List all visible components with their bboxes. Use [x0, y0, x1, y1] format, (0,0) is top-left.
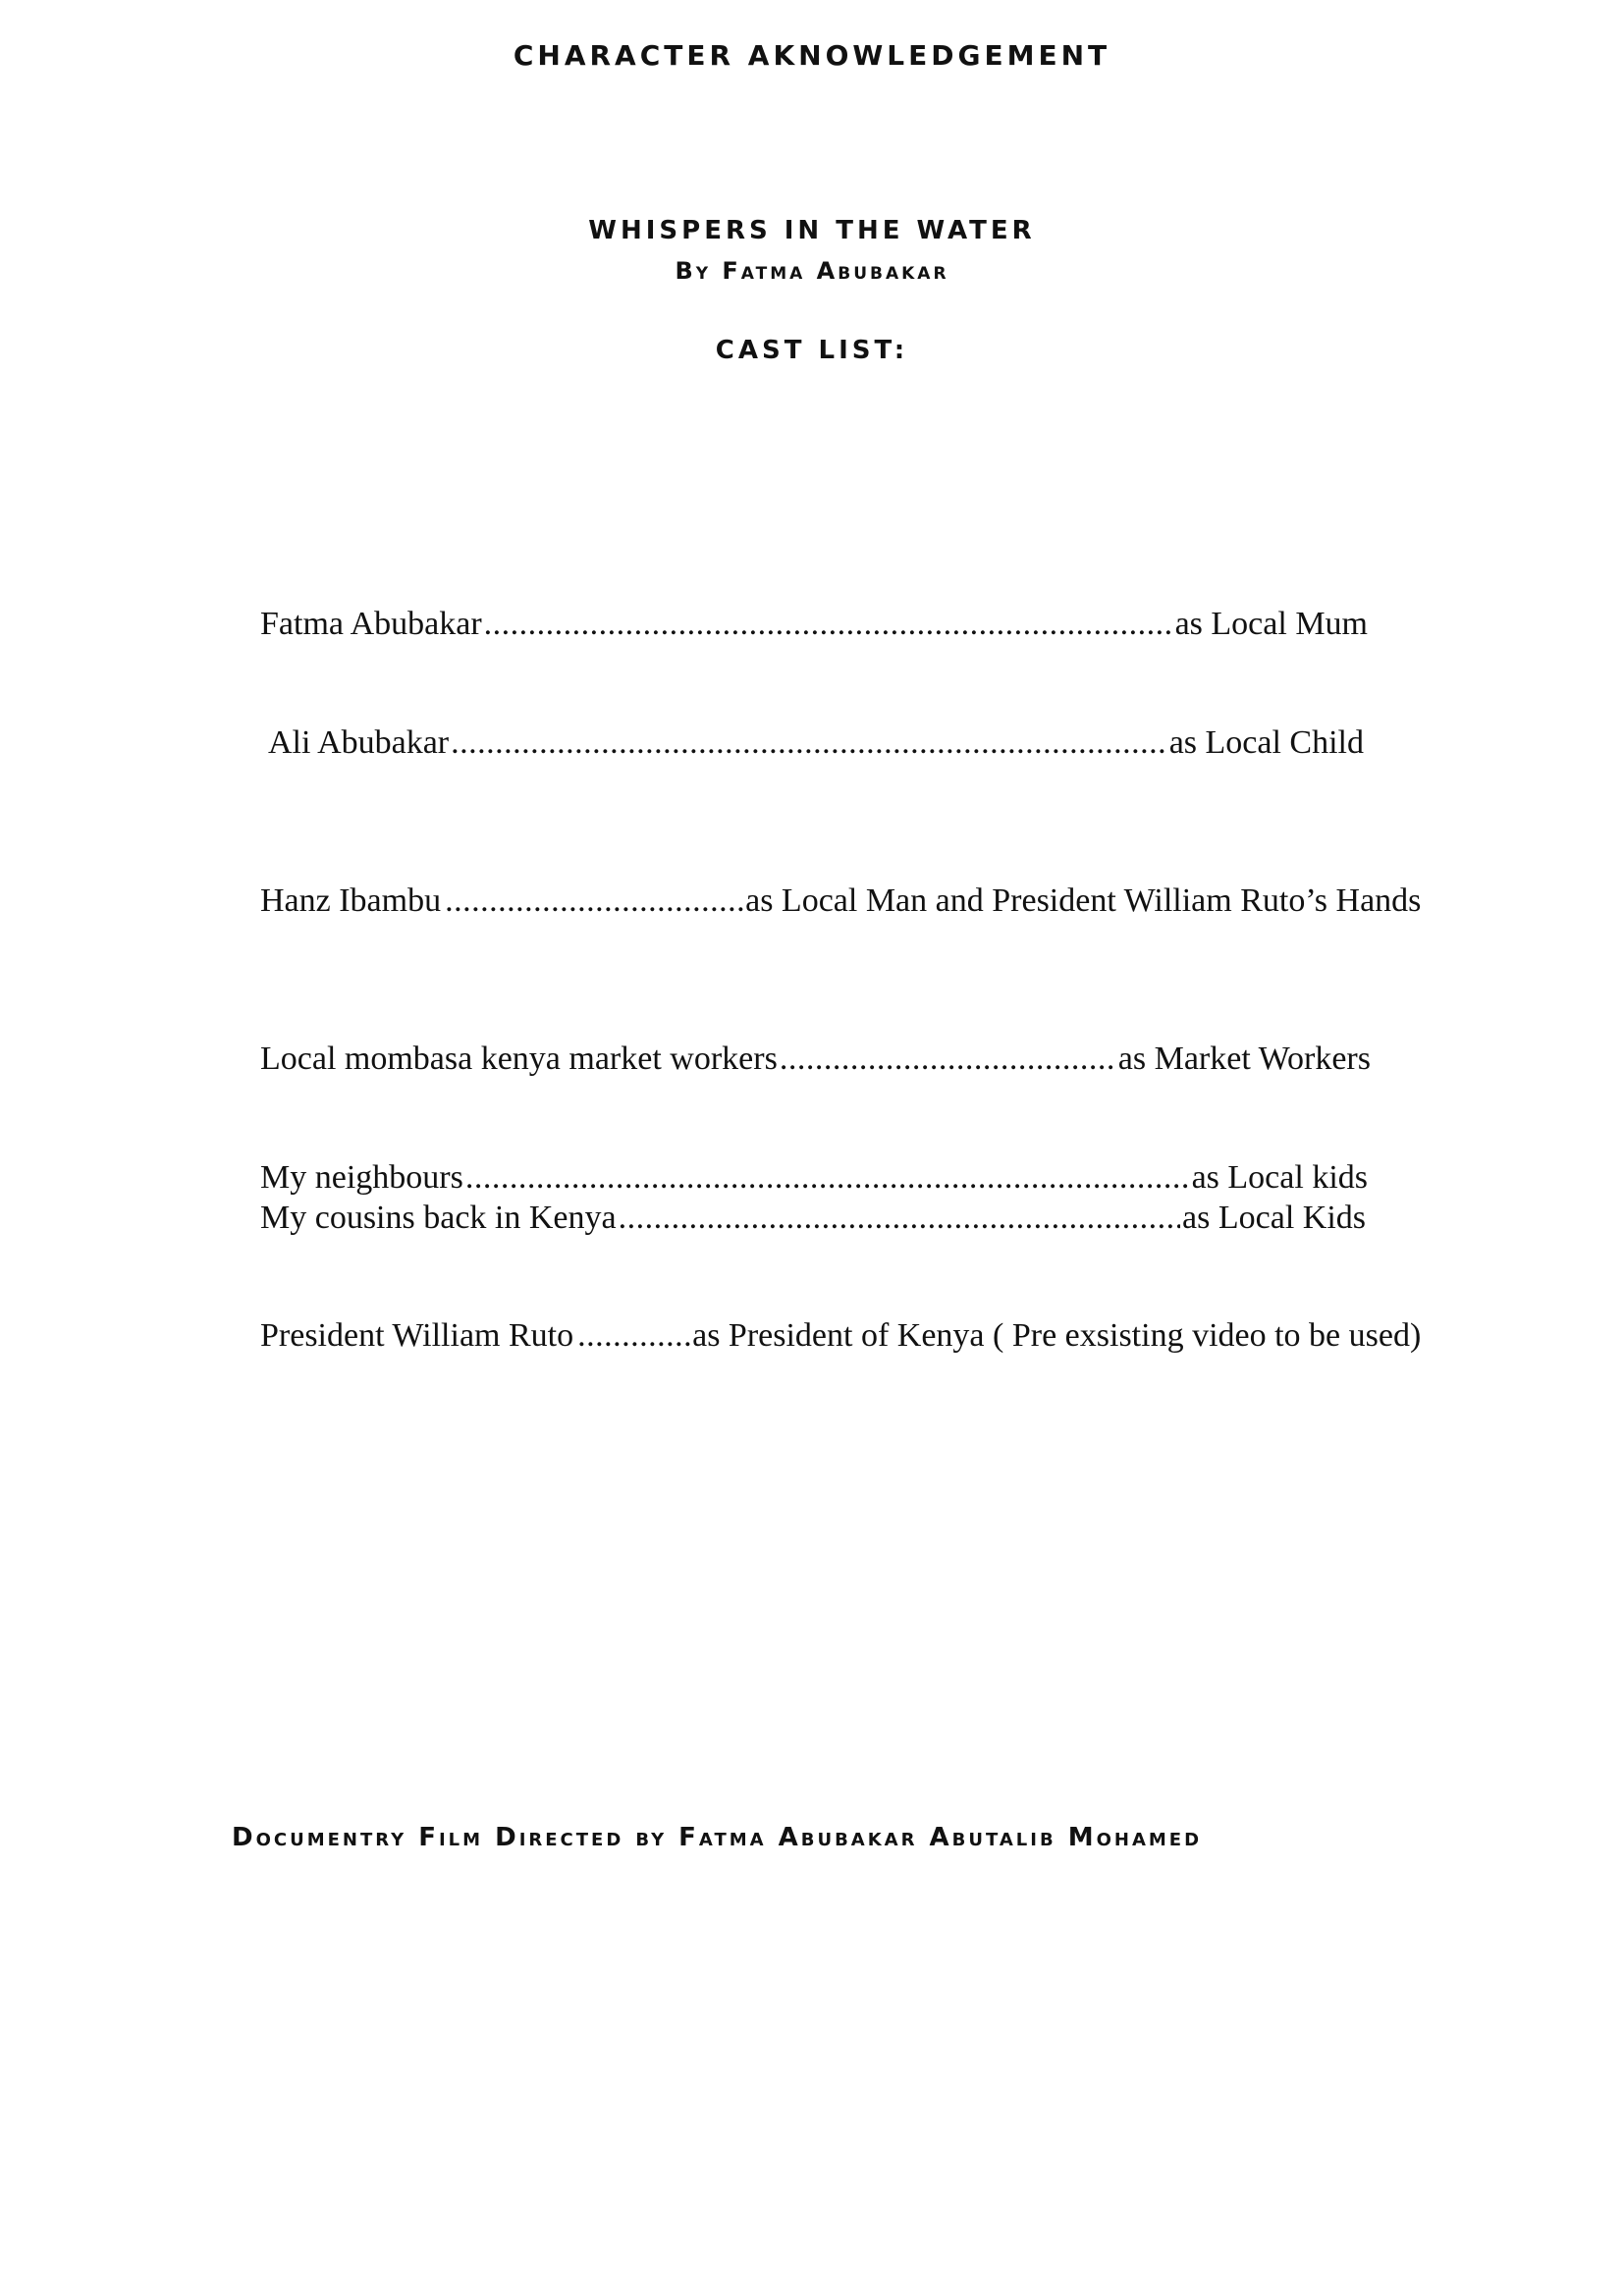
cast-entry — [260, 881, 1421, 921]
director-credit: Documentry Film Directed by Fatma Abubakar Abutalib Mohamed — [232, 1823, 1203, 1852]
cast-list-heading: CAST LIST: — [715, 336, 909, 365]
dot-leader: ............. — [577, 1317, 693, 1354]
author-line: By Fatma Abubakar — [675, 257, 949, 285]
cast-name: My cousins back in Kenya — [260, 1200, 617, 1236]
cast-role: as Local Mum — [1174, 606, 1368, 642]
document-header: CHARACTER AKNOWLEDGEMENT — [513, 39, 1111, 72]
cast-entry — [268, 723, 1364, 763]
cast-name: Hanz Ibambu — [260, 882, 442, 919]
dot-leader — [465, 1158, 1190, 1198]
cast-entry — [260, 1040, 1371, 1079]
cast-role: as Local Kids — [1182, 1200, 1366, 1236]
cast-name: Ali Abubakar — [268, 724, 450, 761]
cast-role: as Local Man and President William Ruto’s Hands — [745, 882, 1422, 919]
dot-leader — [484, 605, 1173, 644]
cast-role: as Local Child — [1168, 724, 1364, 761]
cast-entry — [260, 605, 1368, 644]
dot-leader — [451, 723, 1167, 763]
dot-leader — [619, 1199, 1180, 1238]
cast-entry — [260, 1158, 1368, 1198]
cast-name: Fatma Abubakar — [260, 606, 482, 642]
cast-role: as President of Kenya ( Pre exsisting video to be used) — [692, 1317, 1422, 1354]
cast-name: My neighbours — [260, 1159, 463, 1196]
cast-role: as Market Workers — [1117, 1041, 1371, 1077]
cast-name: President William Ruto — [260, 1317, 574, 1354]
film-title: WHISPERS IN THE WATER — [588, 216, 1036, 245]
cast-name: Local mombasa kenya market workers — [260, 1041, 778, 1077]
cast-entry — [260, 1199, 1366, 1238]
cast-role: as Local kids — [1191, 1159, 1368, 1196]
cast-entry — [260, 1316, 1421, 1356]
dot-leader — [780, 1040, 1116, 1079]
dot-leader: .................................. — [445, 882, 746, 919]
